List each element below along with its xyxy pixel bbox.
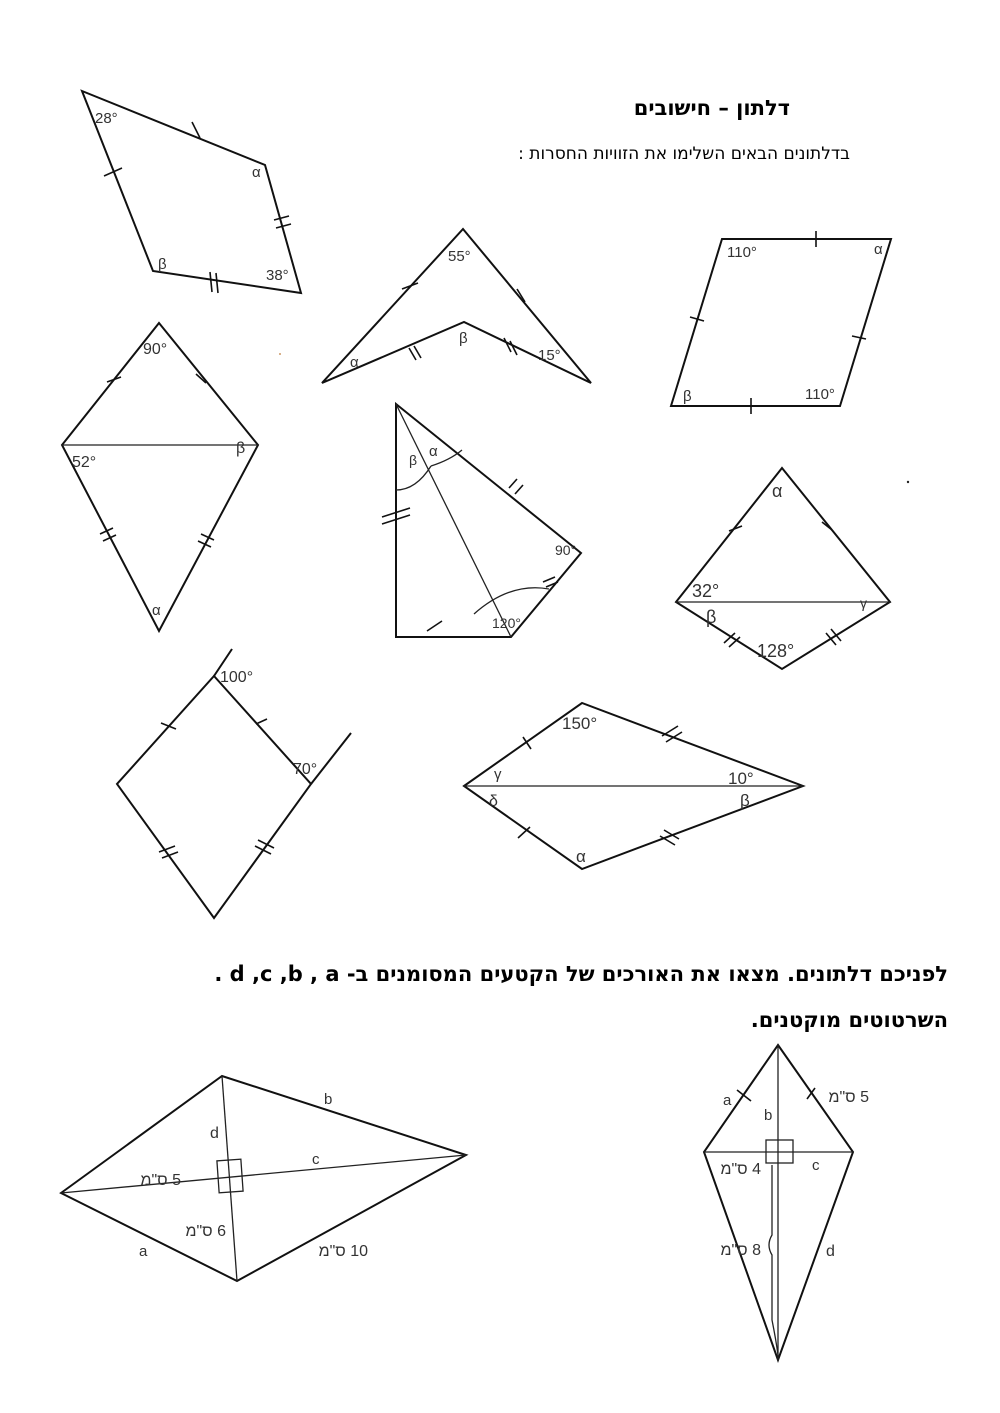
instruction-lengths: לפניכם דלתונים. מצאו את האורכים של הקטעים המסומנים ב- d ,c ,b , a . (214, 962, 948, 986)
kite-1-angle-top: 28° (95, 110, 118, 127)
kite-3-angle-bottom-right: 110° (805, 386, 835, 403)
kite-9-len-6: 6 ס"מ (185, 1223, 226, 1240)
kite-2-beta: β (459, 330, 468, 347)
kite-10-a: a (723, 1092, 732, 1109)
kite-6-angle-left: 32° (692, 581, 720, 601)
kite-5-beta: β (409, 452, 418, 468)
kite-7 (117, 649, 351, 918)
kite-8-angle-top: 150° (562, 714, 598, 733)
kite-7-angle-right: 70° (293, 761, 318, 778)
kite-7-angle-top: 100° (220, 669, 254, 686)
kite-4-alpha: α (152, 602, 161, 619)
stray-dot (907, 481, 909, 483)
kite-2 (322, 229, 591, 383)
kite-9-len-5: 5 ס"מ (140, 1172, 181, 1189)
kite-3 (671, 231, 891, 414)
kite-5-angle-right: 90° (555, 542, 577, 558)
kite-10 (704, 1045, 869, 1360)
kite-8 (464, 703, 803, 869)
kite-2-angle-right: 15° (538, 347, 561, 364)
kite-6-alpha: α (772, 481, 783, 501)
kite-9-b: b (324, 1091, 333, 1108)
kite-10-len-5: 5 ס"מ (828, 1089, 869, 1106)
kite-4-angle-left: 52° (72, 454, 97, 471)
kite-9-d: d (210, 1125, 219, 1142)
kite-6-angle-bottom: 128° (757, 641, 795, 661)
instruction-angles: בדלתונים הבאים השלימו את הזוויות החסרות : (518, 144, 850, 164)
stray-dot (279, 353, 281, 355)
kite-5 (382, 404, 581, 637)
kite-8-beta: β (740, 791, 750, 810)
kite-5-angle-bottom: 120° (492, 615, 521, 631)
kite-6 (676, 468, 890, 669)
worksheet-title: דלתון – חישובים (633, 96, 790, 120)
kite-3-beta: β (683, 388, 692, 405)
kite-4 (62, 323, 258, 631)
kite-10-d: d (826, 1243, 835, 1260)
scale-note: השרטוטים מוקטנים. (750, 1008, 948, 1032)
kite-9 (61, 1076, 466, 1281)
kite-9-len-10: 10 ס"מ (318, 1243, 368, 1260)
kite-8-delta: δ (489, 793, 498, 810)
kite-8-alpha: α (576, 847, 586, 866)
kite-10-b: b (764, 1107, 773, 1124)
kite-3-alpha: α (874, 241, 883, 258)
kite-1-beta: β (158, 256, 167, 273)
kite-9-c: c (312, 1151, 320, 1168)
kite-1-alpha: α (252, 164, 261, 181)
kite-9-a: a (139, 1243, 148, 1260)
kite-6-gamma: γ (860, 595, 867, 611)
kite-10-len-4: 4 ס"מ (720, 1161, 761, 1178)
kite-2-angle-top: 55° (448, 248, 471, 265)
kite-8-gamma: γ (494, 766, 502, 783)
kite-8-angle-right: 10° (728, 769, 754, 788)
kite-6-beta: β (706, 607, 717, 627)
kite-3-angle-top-left: 110° (727, 244, 757, 261)
kite-4-angle-top: 90° (143, 341, 168, 358)
kite-10-c: c (812, 1157, 820, 1174)
kite-5-alpha: α (429, 443, 438, 460)
kite-2-alpha: α (350, 354, 359, 371)
kite-1 (82, 91, 301, 293)
kite-1-angle-bottom: 38° (266, 267, 289, 284)
kite-4-beta: β (236, 440, 246, 457)
kite-10-len-8: 8 ס"מ (720, 1242, 761, 1259)
